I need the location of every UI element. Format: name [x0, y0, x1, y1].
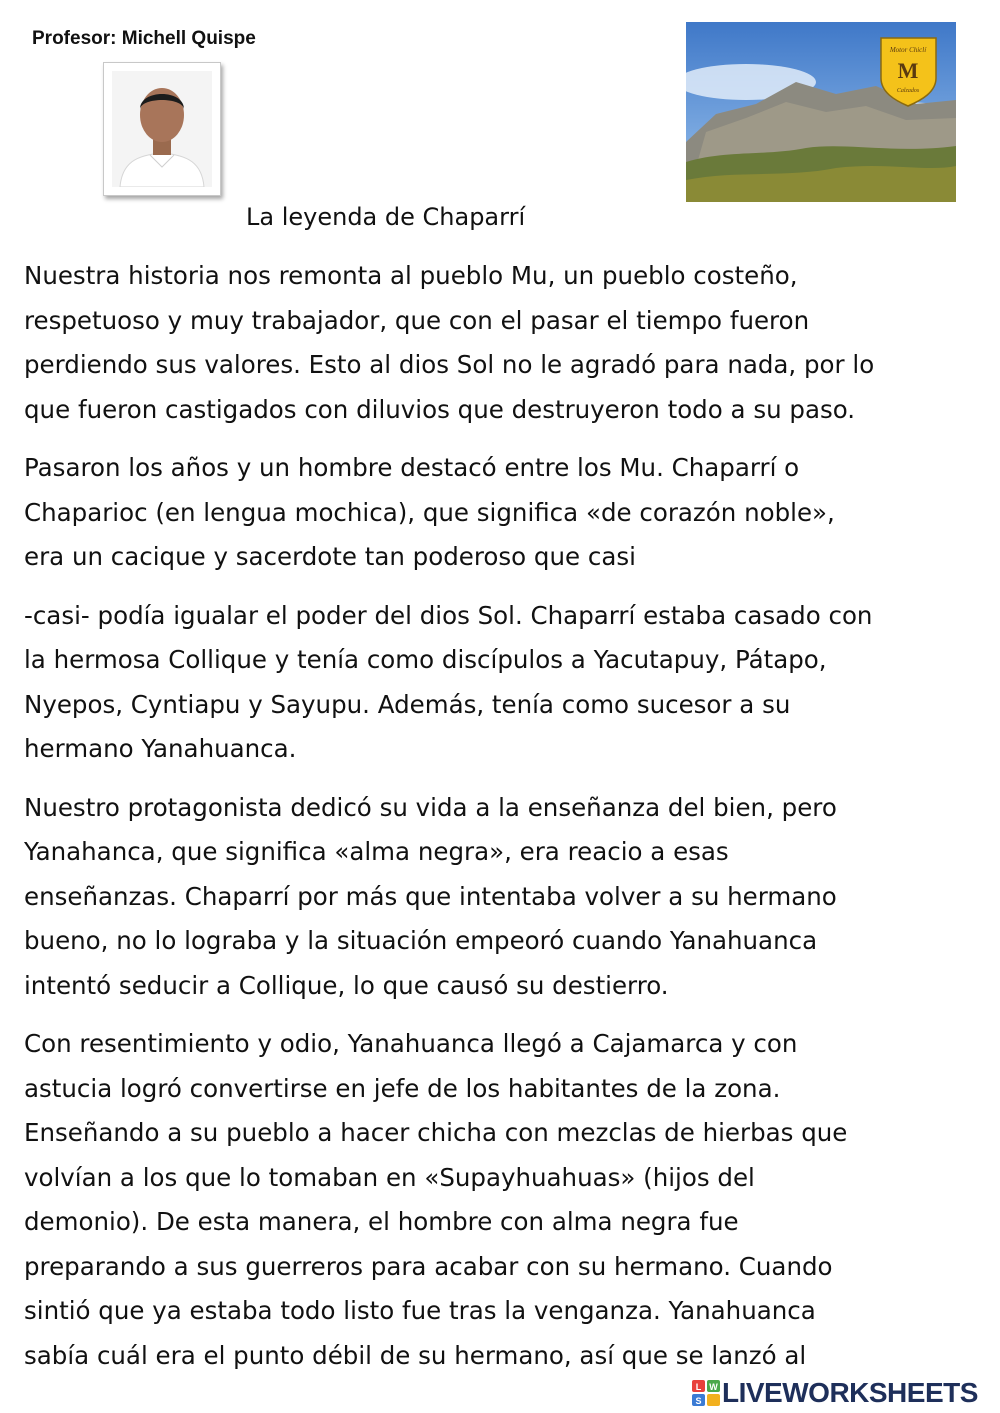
paragraph — [24, 254, 972, 432]
text-line: -casi- podía igualar el poder del dios Sol. Chaparrí estaba casado con — [24, 600, 873, 630]
text-line: la hermosa Collique y tenía como discípulos a Yacutapuy, Pátapo, — [24, 645, 827, 674]
liveworksheets-brand[interactable] — [692, 1378, 978, 1408]
teacher-name: Profesor: Michell Quispe — [32, 28, 256, 49]
svg-text:W: W — [709, 1382, 718, 1392]
liveworksheets-logo-icon — [692, 1380, 720, 1406]
text-line: era un cacique y sacerdote tan poderoso que casi — [24, 542, 636, 571]
text-line: Nyepos, Cyntiapu y Sayupu. Además, tenía como sucesor a su — [24, 689, 791, 719]
landscape-photo — [686, 22, 956, 202]
text-line: que fueron castigados con diluvios que destruyeron todo a su paso. — [24, 394, 856, 424]
person-photo-icon — [112, 71, 212, 187]
text-line: Chaparioc (en lengua mochica), que significa «de corazón noble», — [24, 497, 835, 527]
paragraph — [24, 594, 972, 772]
text-line: enseñanzas. Chaparrí por más que intentaba volver a su hermano — [24, 881, 837, 911]
text-line: astucia logró convertirse en jefe de los habitantes de la zona. — [24, 1073, 781, 1103]
text-line: Nuestro protagonista dedicó su vida a la enseñanza del bien, pero — [24, 792, 837, 822]
text-line: bueno, no lo lograba y la situación empeoró cuando Yanahuanca — [24, 926, 818, 955]
text-line: volvían a los que lo tomaban en «Supayhuahuas» (hijos del — [24, 1162, 755, 1192]
paragraph — [24, 786, 972, 1009]
text-line: preparando a sus guerreros para acabar con su hermano. Cuando — [24, 1251, 833, 1281]
text-line: hermano Yanahuanca. — [24, 734, 297, 763]
text-line: Enseñando a su pueblo a hacer chicha con mezclas de hierbas que — [24, 1118, 848, 1147]
text-line: intentó seducir a Collique, lo que causó su destierro. — [24, 970, 669, 1000]
text-line: Con resentimiento y odio, Yanahuanca llegó a Cajamarca y con — [24, 1029, 798, 1058]
teacher-photo — [103, 62, 221, 196]
svg-text:L: L — [695, 1382, 702, 1392]
document-title: La leyenda de Chaparrí — [246, 203, 526, 231]
text-line: demonio). De esta manera, el hombre con alma negra fue — [24, 1207, 739, 1236]
text-line: Yanahanca, que significa «alma negra», era reacio a esas — [24, 837, 729, 866]
svg-text:Calzados: Calzados — [896, 88, 920, 94]
paragraph — [24, 446, 972, 580]
text-line: Pasaron los años y un hombre destacó entre los Mu. Chaparrí o — [24, 453, 800, 482]
brand-name: LIVEWORKSHEETS — [722, 1377, 978, 1408]
document-body — [24, 254, 972, 1392]
text-line: respetuoso y muy trabajador, que con el pasar el tiempo fueron — [24, 305, 810, 335]
text-line: perdiendo sus valores. Esto al dios Sol no le agradó para nada, por lo — [24, 350, 875, 379]
svg-text:M: M — [897, 58, 919, 83]
text-line: sintió que ya estaba todo listo fue tras la venganza. Yanahuanca — [24, 1296, 816, 1325]
text-line: Nuestra historia nos remonta al pueblo Mu, un pueblo costeño, — [24, 261, 798, 290]
paragraph — [24, 1022, 972, 1378]
text-line: sabía cuál era el punto débil de su hermano, así que se lanzó al — [24, 1340, 807, 1370]
svg-text:Motor Chiclí: Motor Chiclí — [889, 46, 927, 54]
svg-text:S: S — [695, 1396, 702, 1406]
